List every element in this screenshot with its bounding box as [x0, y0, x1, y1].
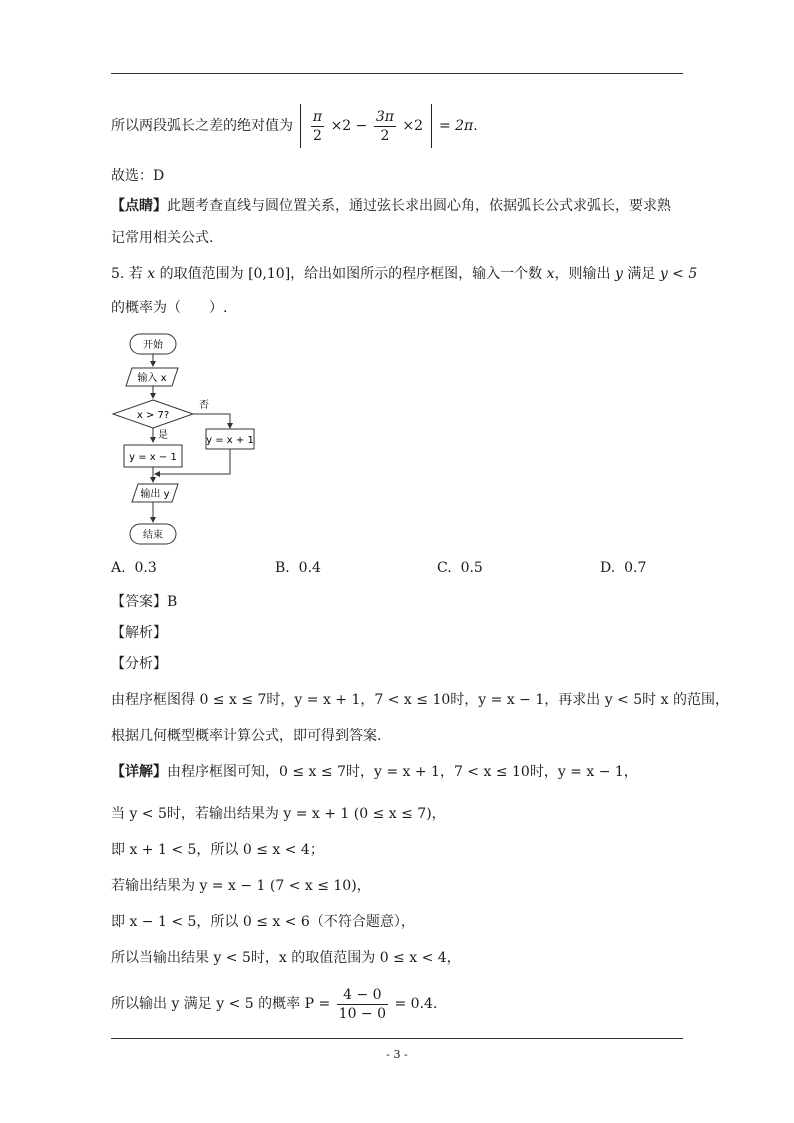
fraction-3pi-over-2: $\frac{3\pi}{2}$ — [375, 108, 394, 144]
fraction-pi-over-2: $\frac{\pi}{2}$ — [312, 108, 323, 144]
probability-fraction: $\frac{4 - 0}{10 - 0}$ — [338, 986, 387, 1022]
final-probability-line: 所以输出 y 满足 y < 5 的概率 P = $\frac{4 - 0}{10 - 0}$ = 0.4. — [111, 986, 438, 1022]
program-flowchart — [100, 326, 270, 551]
yes-label: 是 — [158, 430, 168, 441]
abs-difference-line: 所以两段弧长之差的绝对值为 $\frac{\pi}{2}$ ×2 − $\frac{3\pi}{2}$ ×2 = 2π. — [111, 104, 478, 148]
dianjing-line-2: 记常用相关公式. — [111, 230, 214, 246]
detail-line: 【详解】由程序框图可知，0 ≤ x ≤ 7时，y = x + 1，7 < x ≤ 10时，y = x − 1， — [111, 764, 638, 780]
process-left-label: y = x − 1 — [129, 452, 177, 463]
answer-choice: 故选：D — [111, 168, 165, 184]
jiexi-tag: 【解析】 — [111, 625, 167, 641]
option-a: A. 0.3 — [111, 560, 157, 576]
end-label: 结束 — [143, 530, 163, 541]
fenxi-tag: 【分析】 — [111, 656, 167, 672]
header-rule — [111, 73, 683, 74]
abs-bar-right — [431, 104, 432, 148]
abs-bar-left — [300, 104, 301, 148]
option-d: D. 0.7 — [600, 560, 647, 576]
output-label: 输出 y — [140, 489, 170, 500]
step-1: 当 y < 5时，若输出结果为 y = x + 1 (0 ≤ x ≤ 7)， — [111, 806, 446, 822]
page-number: - 3 - — [386, 1048, 408, 1061]
no-label: 否 — [199, 400, 209, 411]
option-b: B. 0.4 — [275, 560, 321, 576]
step-2: 即 x + 1 < 5，所以 0 ≤ x < 4； — [111, 842, 324, 858]
decision-label: x > 7? — [136, 410, 170, 421]
option-c: C. 0.5 — [437, 560, 483, 576]
footer-rule — [111, 1038, 683, 1039]
process-right-label: y = x + 1 — [206, 435, 254, 446]
abs-prefix: 所以两段弧长之差的绝对值为 — [111, 118, 293, 134]
analysis-line-1: 由程序框图得 0 ≤ x ≤ 7时，y = x + 1，7 < x ≤ 10时，y = x − 1，再求出 y < 5时 x 的范围， — [111, 692, 729, 708]
start-label: 开始 — [143, 340, 163, 351]
answer-tag: 【答案】B — [111, 594, 178, 610]
step-5: 所以当输出结果 y < 5时，x 的取值范围为 0 ≤ x < 4， — [111, 950, 461, 966]
step-3: 若输出结果为 y = x − 1 (7 < x ≤ 10)， — [111, 878, 371, 894]
input-label: 输入 x — [137, 373, 167, 384]
dianjing-tag: 【点睛】 — [111, 198, 167, 214]
question-line-2: 的概率为（ ）. — [111, 300, 228, 316]
analysis-line-2: 根据几何概型概率计算公式，即可得到答案. — [111, 728, 382, 744]
step-4: 即 x − 1 < 5，所以 0 ≤ x < 6（不符合题意）， — [111, 914, 415, 930]
detail-tag: 【详解】 — [111, 764, 167, 780]
dianjing-line-1: 【点睛】此题考查直线与圆位置关系，通过弦长求出圆心角，依据弧长公式求弧长，要求熟 — [111, 198, 671, 214]
question-line-1: 5. 若 x 的取值范围为 [0,10]，给出如图所示的程序框图，输入一个数 x，则输出 y 满足 y < 5 — [111, 266, 698, 282]
